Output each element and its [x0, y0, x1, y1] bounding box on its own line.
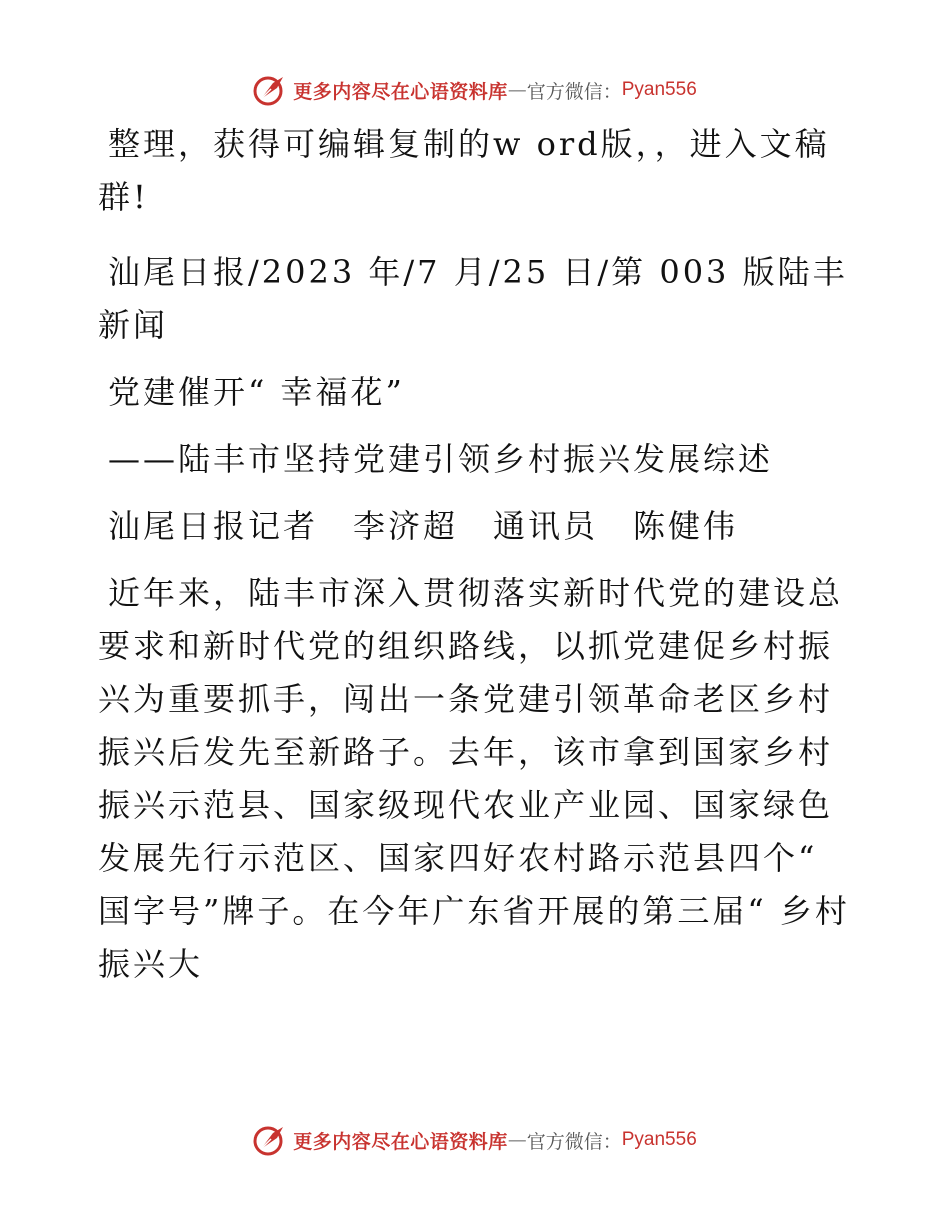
byline: 汕尾日报记者 李济超 通讯员 陈健伟 [108, 507, 739, 545]
watermark-main-text: 更多内容尽在心语资料库 [293, 80, 508, 103]
watermark-separator: — [507, 1129, 527, 1151]
watermark-main-text: 更多内容尽在心语资料库 [293, 1130, 508, 1153]
watermark-wechat-id: Pyan556 [621, 79, 697, 100]
source-line: 汕尾日报/2023 年/7 月/25 日/第 003 版陆丰新闻 [98, 253, 848, 344]
quill-logo-icon [253, 1123, 287, 1157]
footer-watermark [0, 1120, 950, 1160]
intro-line: 整理，获得可编辑复制的w ord版，，进入文稿群! [98, 125, 830, 216]
header-watermark [0, 70, 950, 110]
body-paragraph: 近年来，陆丰市深入贯彻落实新时代党的建设总要求和新时代党的组织路线，以抓党建促乡村振兴为重要抓手，闯出一条党建引领革命老区乡村振兴后发先至新路子。去年，该市拿到国家乡村振兴示范县、国家级现代农业产业园、国家绿色发展先行示范区、国家四好农村路示范县四个“ 国字号”牌子。在今年广东省开展的第三届“ 乡村振兴大 [98, 574, 850, 983]
watermark-label: 官方微信： [526, 1130, 622, 1153]
watermark-wechat-id: Pyan556 [621, 1129, 697, 1150]
watermark-separator: — [507, 79, 527, 101]
quill-logo-icon [253, 73, 287, 107]
watermark-label: 官方微信： [526, 80, 622, 103]
article-title: 党建催开“ 幸福花” [108, 373, 405, 411]
document-body [98, 118, 853, 1005]
article-subtitle: ——陆丰市坚持党建引领乡村振兴发展综述 [108, 440, 774, 478]
